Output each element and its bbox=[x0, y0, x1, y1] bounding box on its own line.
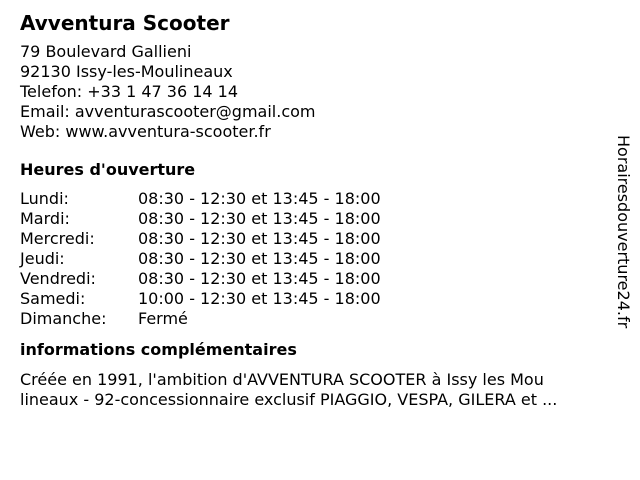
phone-number: Telefon: +33 1 47 36 14 14 bbox=[20, 82, 239, 101]
opening-hours-table bbox=[20, 189, 610, 329]
hours-row-saturday bbox=[20, 289, 610, 309]
time-range: 08:30 - 12:30 et 13:45 - 18:00 bbox=[138, 269, 381, 288]
business-name: Avventura Scooter bbox=[20, 11, 230, 35]
time-range: Fermé bbox=[138, 309, 188, 328]
description-line-2: lineaux - 92-concessionnaire exclusif PIAGGIO, VESPA, GILERA et ... bbox=[20, 390, 558, 409]
hours-row-tuesday bbox=[20, 209, 610, 229]
site-watermark: Horairesdouverture24.fr bbox=[614, 135, 633, 329]
day-label: Lundi: bbox=[20, 189, 69, 208]
additional-info-title: informations complémentaires bbox=[20, 340, 297, 359]
website: Web: www.avventura-scooter.fr bbox=[20, 122, 271, 141]
day-label: Jeudi: bbox=[20, 249, 65, 268]
hours-row-wednesday bbox=[20, 229, 610, 249]
hours-row-monday bbox=[20, 189, 610, 209]
day-label: Dimanche: bbox=[20, 309, 107, 328]
business-card bbox=[20, 10, 610, 410]
opening-hours-title: Heures d'ouverture bbox=[20, 160, 196, 179]
day-label: Vendredi: bbox=[20, 269, 96, 288]
email-address: Email: avventurascooter@gmail.com bbox=[20, 102, 316, 121]
day-label: Mardi: bbox=[20, 209, 70, 228]
time-range: 10:00 - 12:30 et 13:45 - 18:00 bbox=[138, 289, 381, 308]
hours-row-friday bbox=[20, 269, 610, 289]
time-range: 08:30 - 12:30 et 13:45 - 18:00 bbox=[138, 189, 381, 208]
time-range: 08:30 - 12:30 et 13:45 - 18:00 bbox=[138, 229, 381, 248]
time-range: 08:30 - 12:30 et 13:45 - 18:00 bbox=[138, 249, 381, 268]
description-line-1: Créée en 1991, l'ambition d'AVVENTURA SCOOTER à Issy les Mou bbox=[20, 370, 544, 389]
day-label: Mercredi: bbox=[20, 229, 95, 248]
day-label: Samedi: bbox=[20, 289, 86, 308]
hours-row-sunday bbox=[20, 309, 610, 329]
hours-row-thursday bbox=[20, 249, 610, 269]
address-city: 92130 Issy-les-Moulineaux bbox=[20, 62, 233, 81]
address-street: 79 Boulevard Gallieni bbox=[20, 42, 192, 61]
time-range: 08:30 - 12:30 et 13:45 - 18:00 bbox=[138, 209, 381, 228]
